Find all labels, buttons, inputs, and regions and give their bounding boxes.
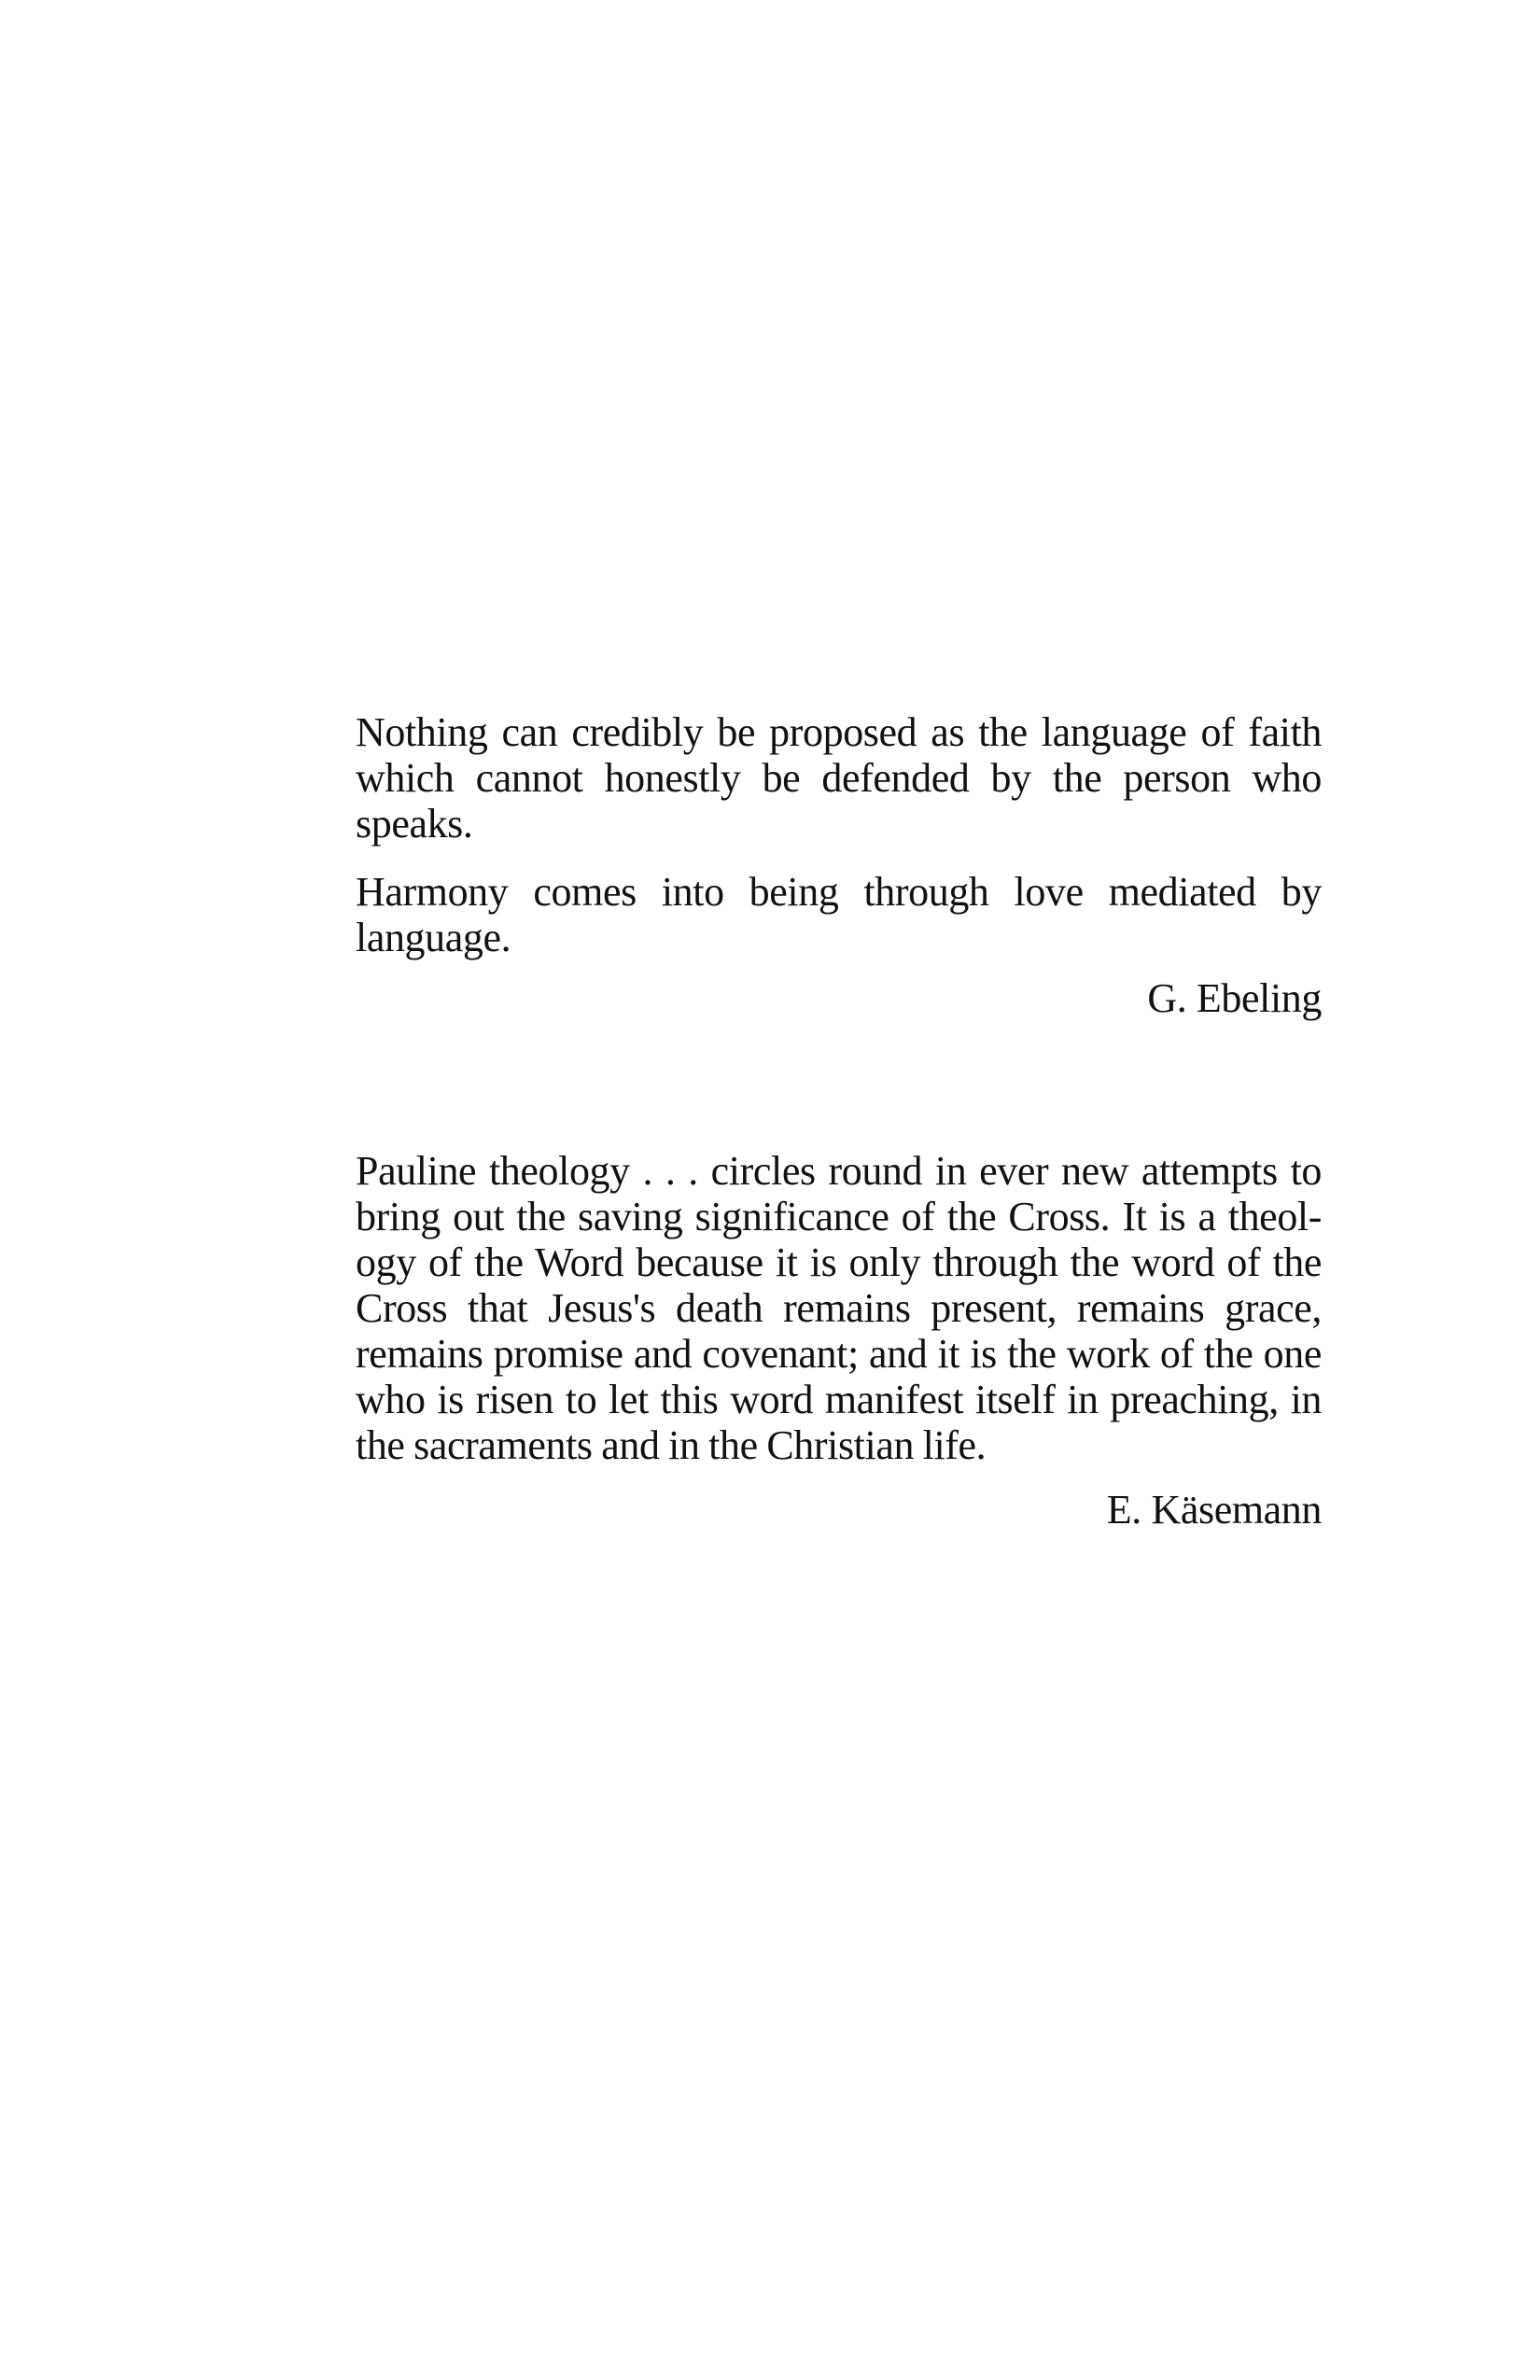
quote-attribution: G. Ebeling [1147,975,1322,1021]
quote-paragraph: Pauline theology . . . circles round in ever new attempts to bring out the saving significance of the Cross. It is a theol- ogy of the Word because it is only through the word of the Cross that Jesus's death remains present, remains grace, remains promise and covenant; and it is the work of the one who is risen to let this word manifest itself in preaching, in the sacraments and in the Christian life. [356,1148,1322,1468]
quote-paragraph: Harmony comes into being through love mediated by language. [356,869,1322,960]
kasemann-quote-block [356,1148,1322,1533]
quote-paragraph: Nothing can credibly be proposed as the language of faith which cannot honestly be defended by the person who speaks. [356,709,1322,847]
quote-attribution: E. Käsemann [1106,1487,1322,1533]
ebeling-quote-block [356,709,1322,1021]
